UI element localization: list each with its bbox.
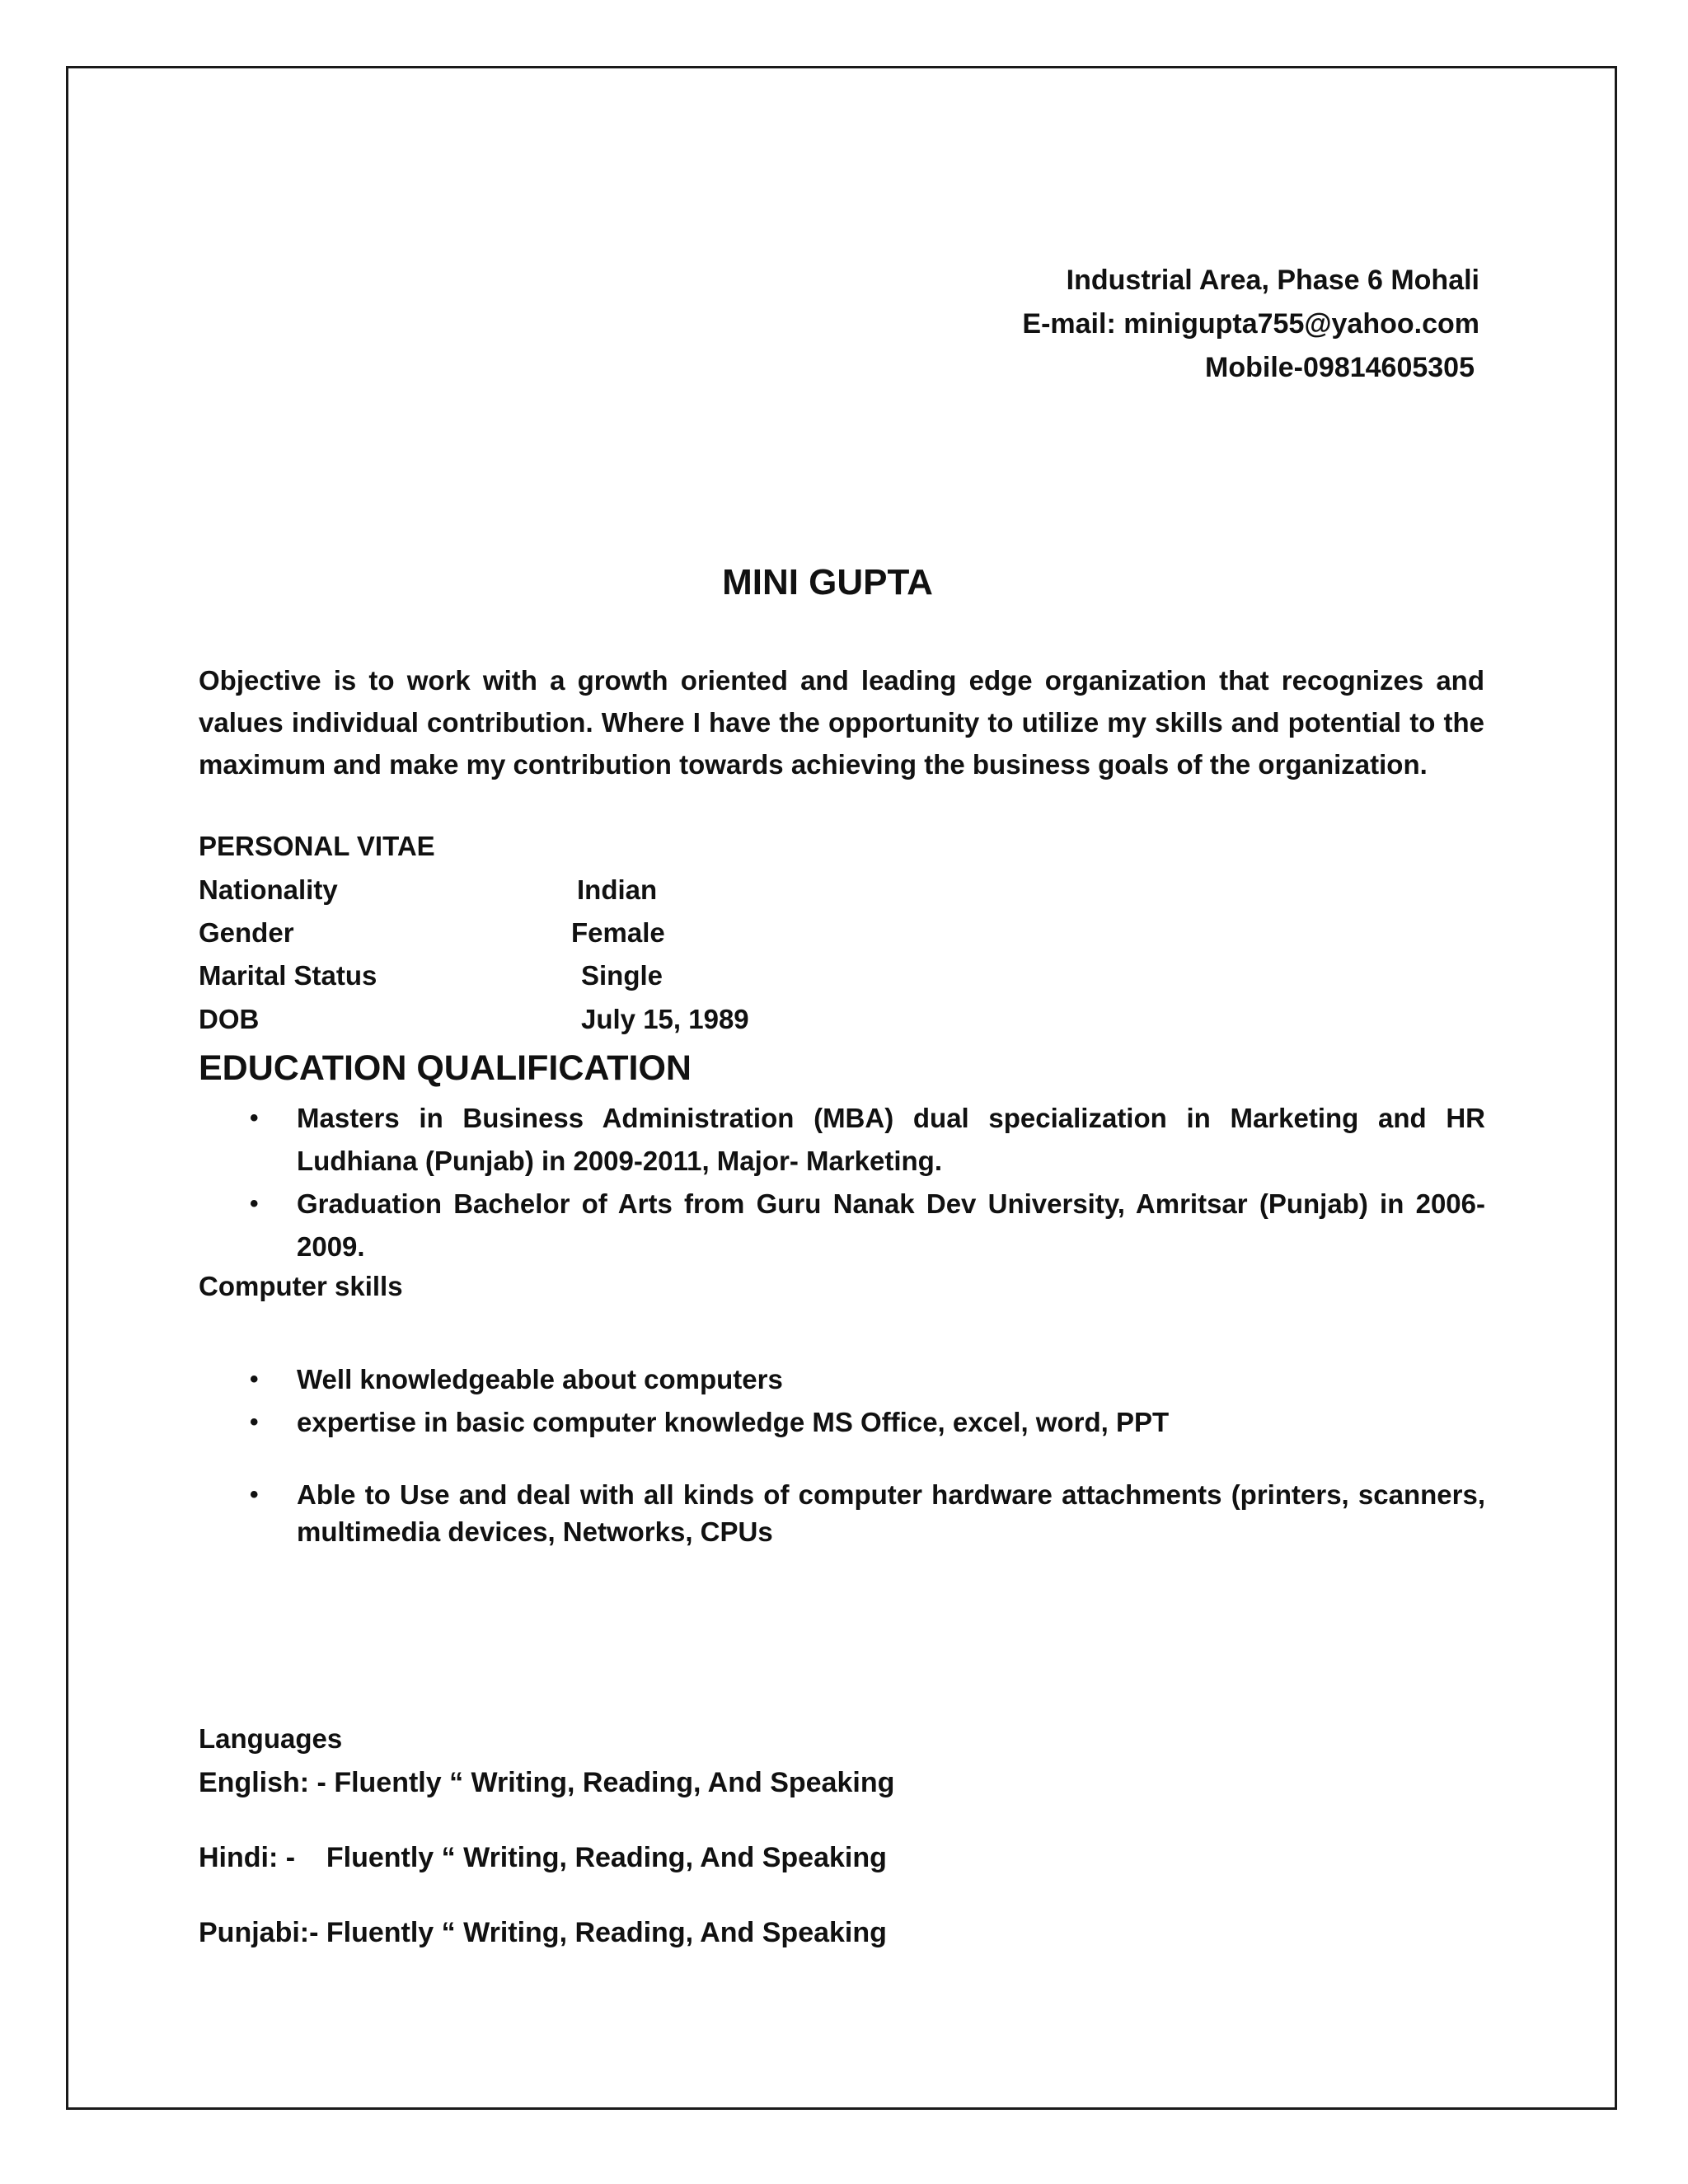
contact-block — [1022, 259, 1479, 390]
vitae-label: Nationality — [199, 874, 338, 905]
vitae-value: Indian — [577, 874, 658, 905]
objective-paragraph: Objective is to work with a growth oriented and leading edge organization that recognizes and values individual contribution. Where I have the opportunity to utilize my skills and potential to the maximum and make my contribution towards achieving the business goals of the organization. — [199, 665, 1484, 780]
list-item — [250, 1401, 1485, 1444]
bullet-icon: • — [250, 1190, 259, 1217]
vitae-label: Gender — [199, 917, 294, 948]
language-english: English: - Fluently “ Writing, Reading, And Speaking — [199, 1767, 895, 1798]
computer-skills-heading: Computer skills — [199, 1271, 403, 1301]
vitae-label: DOB — [199, 1004, 260, 1034]
bullet-icon: • — [250, 1366, 259, 1393]
vitae-value: Single — [581, 960, 663, 991]
education-item-text: Graduation Bachelor of Arts from Guru Nanak Dev University, Amritsar (Punjab) in 2006-2009. — [297, 1188, 1485, 1262]
skill-item-text: Able to Use and deal with all kinds of computer hardware attachments (printers, scanners, multimedia devices, Networks, CPUs — [297, 1479, 1485, 1547]
language-punjabi: Punjabi:- Fluently “ Writing, Reading, And Speaking — [199, 1917, 887, 1948]
vitae-label: Marital Status — [199, 960, 377, 991]
skill-item-text: Well knowledgeable about computers — [297, 1364, 783, 1394]
bullet-icon: • — [250, 1408, 259, 1436]
bullet-icon: • — [250, 1104, 259, 1132]
bullet-icon: • — [250, 1481, 259, 1508]
list-item — [250, 1476, 1485, 1550]
list-item — [250, 1183, 1485, 1268]
computer-skills-list — [250, 1358, 1485, 1444]
email: E-mail: minigupta755@yahoo.com — [1022, 308, 1479, 340]
list-item — [250, 1097, 1485, 1183]
vitae-value: Female — [571, 917, 665, 948]
skill-item-text: expertise in basic computer knowledge MS Office, excel, word, PPT — [297, 1407, 1170, 1437]
list-item — [250, 1358, 1485, 1401]
personal-vitae-heading: PERSONAL VITAE — [199, 831, 435, 861]
address: Industrial Area, Phase 6 Mohali — [1066, 265, 1479, 296]
languages-heading: Languages — [199, 1723, 343, 1754]
candidate-name: MINI GUPTA — [722, 562, 933, 602]
mobile: Mobile-09814605305 — [1205, 352, 1475, 383]
education-list — [250, 1097, 1485, 1268]
language-hindi: Hindi: - Fluently “ Writing, Reading, And Speaking — [199, 1842, 887, 1873]
education-item-text: Masters in Business Administration (MBA) dual specialization in Marketing and HR Ludhiana (Punjab) in 2009-2011, Major- Marketing. — [297, 1103, 1485, 1176]
vitae-value: July 15, 1989 — [581, 1004, 749, 1034]
education-heading: EDUCATION QUALIFICATION — [199, 1048, 692, 1088]
computer-skills-list-2 — [250, 1476, 1485, 1550]
